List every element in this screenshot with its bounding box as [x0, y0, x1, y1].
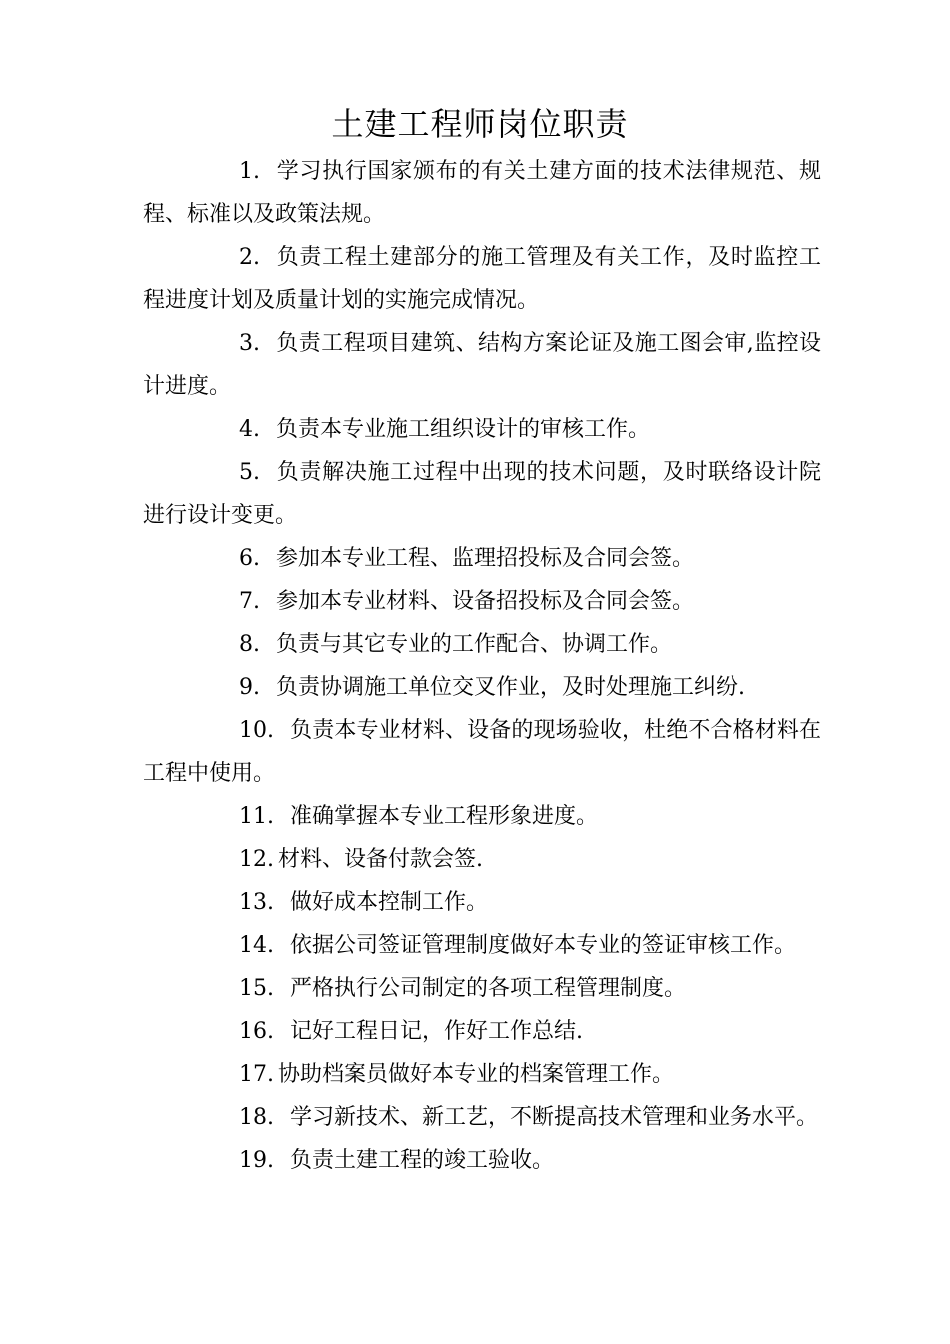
item-number: 12.: [239, 847, 274, 872]
item-number: 17.: [239, 1062, 274, 1087]
list-item: [143, 150, 821, 236]
list-item: [143, 623, 821, 666]
item-number: 18.: [239, 1105, 274, 1130]
item-number: 11.: [239, 804, 274, 829]
item-number: 10.: [239, 718, 274, 743]
duty-list: [143, 150, 821, 1182]
list-item: [143, 408, 821, 451]
item-text: 参加本专业工程、监理招投标及合同会签。: [276, 546, 695, 571]
item-number: 8.: [239, 632, 260, 657]
list-item: [143, 795, 821, 838]
item-number: 3.: [239, 331, 260, 356]
list-item: [143, 537, 821, 580]
item-text: 严格执行公司制定的各项工程管理制度。: [290, 976, 687, 1001]
list-item: [143, 1139, 821, 1182]
item-text: 负责本专业材料、设备的现场验收，杜绝不合格材料在工程中使用。: [143, 718, 821, 786]
item-text: 负责解决施工过程中出现的技术问题，及时联络设计院进行设计变更。: [143, 460, 821, 528]
item-number: 15.: [239, 976, 274, 1001]
item-text: 负责工程项目建筑、结构方案论证及施工图会审,监控设计进度。: [143, 331, 821, 399]
list-item: [143, 1096, 821, 1139]
item-text: 记好工程日记，作好工作总结.: [290, 1019, 583, 1044]
item-text: 参加本专业材料、设备招投标及合同会签。: [276, 589, 695, 614]
item-text: 准确掌握本专业工程形象进度。: [290, 804, 599, 829]
list-item: [143, 967, 821, 1010]
item-text: 负责工程土建部分的施工管理及有关工作，及时监控工程进度计划及质量计划的实施完成情况。: [143, 245, 821, 313]
item-text: 负责协调施工单位交叉作业，及时处理施工纠纷.: [276, 675, 745, 700]
list-item: [143, 709, 821, 795]
list-item: [143, 451, 821, 537]
item-text: 负责与其它专业的工作配合、协调工作。: [276, 632, 673, 657]
item-text: 学习新技术、新工艺，不断提高技术管理和业务水平。: [290, 1105, 819, 1130]
item-text: 负责本专业施工组织设计的审核工作。: [276, 417, 651, 442]
list-item: [143, 666, 821, 709]
item-number: 2.: [239, 245, 260, 270]
list-item: [143, 1010, 821, 1053]
list-item: [143, 322, 821, 408]
list-item: [143, 1053, 821, 1096]
list-item: [143, 924, 821, 967]
item-number: 19.: [239, 1148, 274, 1173]
list-item: [143, 236, 821, 322]
item-number: 9.: [239, 675, 260, 700]
item-number: 6.: [239, 546, 260, 571]
item-text: 学习执行国家颁布的有关土建方面的技术法律规范、规程、标准以及政策法规。: [143, 159, 821, 227]
item-number: 7.: [239, 589, 260, 614]
item-number: 13.: [239, 890, 274, 915]
item-text: 协助档案员做好本专业的档案管理工作。: [278, 1062, 675, 1087]
list-item: [143, 881, 821, 924]
item-number: 1.: [239, 159, 260, 184]
page-title: 土建工程师岗位职责: [331, 105, 629, 143]
item-text: 材料、设备付款会签.: [278, 847, 483, 872]
item-number: 16.: [239, 1019, 274, 1044]
item-number: 14.: [239, 933, 274, 958]
item-text: 负责土建工程的竣工验收。: [290, 1148, 555, 1173]
list-item: [143, 580, 821, 623]
item-number: 4.: [239, 417, 260, 442]
list-item: [143, 838, 821, 881]
item-text: 依据公司签证管理制度做好本专业的签证审核工作。: [290, 933, 797, 958]
item-text: 做好成本控制工作。: [290, 890, 489, 915]
item-number: 5.: [239, 460, 260, 485]
